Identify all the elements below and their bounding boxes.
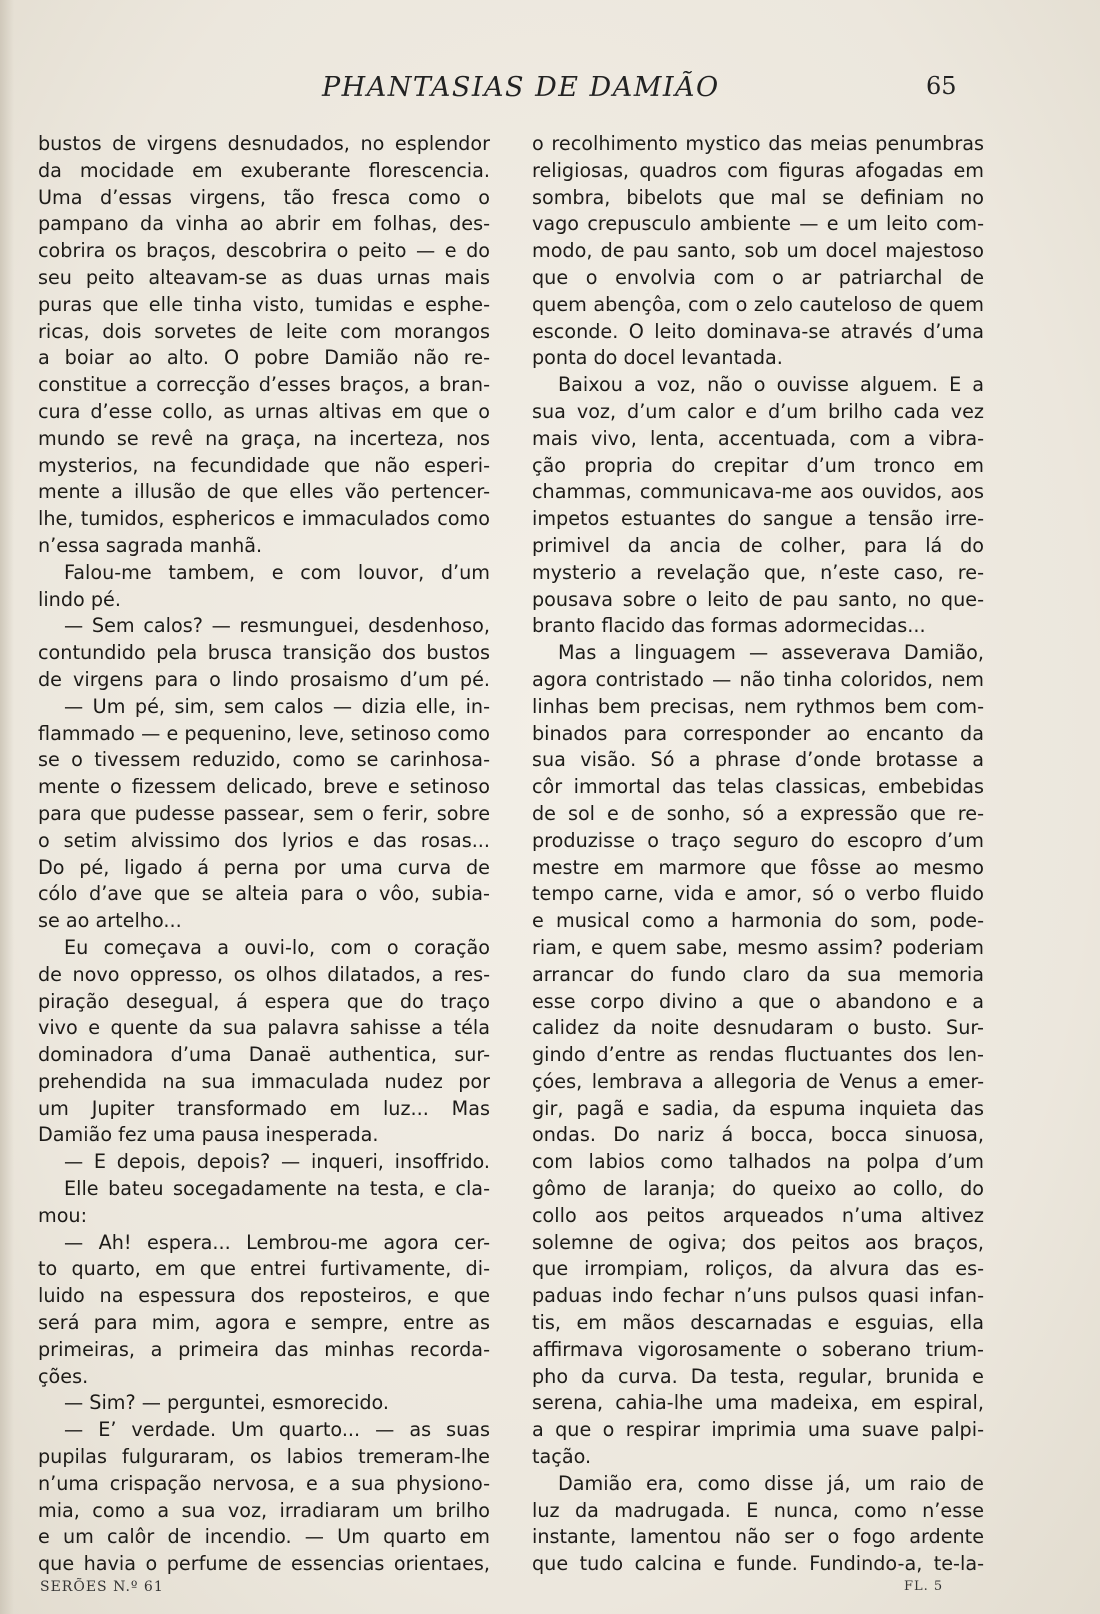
text-line: que tudo calcina e funde. Fundindo-a, te-la- — [532, 1552, 984, 1576]
text-line: lindo pé. — [38, 587, 121, 611]
text-line: Mas a linguagem — asseverava Damião, — [558, 641, 984, 665]
page-edge-shadow — [0, 0, 14, 1614]
text-line: luido na espessura dos reposteiros, e que — [38, 1284, 490, 1308]
text-line: mysterio a revelação que, n’este caso, re- — [532, 560, 984, 584]
text-line: — Um pé, sim, sem calos — dizia elle, in- — [64, 694, 490, 718]
text-line: pho da curva. Da testa, regular, brunida e — [532, 1364, 984, 1388]
text-line: mais vivo, lenta, accentuada, com a vibra- — [532, 426, 984, 450]
text-line: de virgens para o lindo prosaismo d’um pé. — [38, 667, 490, 691]
text-line: sua voz, d’um calor e d’um brilho cada vez — [532, 399, 984, 423]
text-line: Baixou a voz, não o ouvisse alguem. E a — [558, 373, 984, 397]
text-line: vivo e quente da sua palavra sahisse a téla — [38, 1016, 490, 1040]
text-line: a que o respirar imprimia uma suave palpi- — [532, 1418, 984, 1442]
text-line: se o tivessem reduzido, como se carinhosa- — [38, 748, 490, 772]
text-line: que havia o perfume de essencias orientaes, — [38, 1552, 490, 1576]
text-line: quem abençôa, com o zelo cauteloso de quem — [532, 292, 984, 316]
right-text-column — [532, 131, 984, 1578]
page-number: 65 — [926, 72, 957, 100]
text-line: dominadora d’uma Danaë authentica, sur- — [38, 1043, 490, 1067]
text-line: lhe, tumidos, esphericos e immaculados como — [38, 507, 490, 531]
text-line: se ao artelho... — [38, 909, 182, 933]
text-line: Elle bateu socegadamente na testa, e cla- — [64, 1177, 490, 1201]
text-line: côr immortal das telas classicas, embebidas — [532, 775, 984, 799]
text-line: de sol e de sonho, só a expressão que re- — [532, 801, 984, 825]
text-line: Damião fez uma pausa inesperada. — [38, 1123, 379, 1147]
left-text-column — [38, 131, 490, 1578]
text-line: — E depois, depois? — inqueri, insoffrido. — [64, 1150, 490, 1174]
text-line: tação. — [532, 1445, 592, 1469]
text-line: que o envolvia com o ar patriarchal de — [532, 265, 984, 289]
text-line: agora contristado — não tinha coloridos, nem — [532, 667, 984, 691]
text-line: mestre em marmore que fôsse ao mesmo — [532, 855, 984, 879]
text-line: mente a illusão de que elles vão pertencer- — [38, 480, 490, 504]
text-line: a boiar ao alto. O pobre Damião não re- — [38, 346, 490, 370]
text-line: pupilas fulguraram, os labios tremeram-lhe — [38, 1445, 490, 1469]
text-line: Uma d’essas virgens, tão fresca como o — [38, 185, 490, 209]
text-line: um Jupiter transformado em luz... Mas — [38, 1096, 490, 1120]
text-line: Falou-me tambem, e com louvor, d’um — [64, 560, 490, 584]
text-line: e um calôr de incendio. — Um quarto em — [38, 1525, 490, 1549]
text-line: bustos de virgens desnudados, no esplendor — [38, 132, 490, 155]
text-line: arrancar do fundo claro da sua memoria — [532, 962, 984, 986]
text-line: affirmava vigorosamente o soberano trium- — [532, 1337, 984, 1361]
text-line: luz da madrugada. E nunca, como n’esse — [532, 1498, 984, 1522]
text-line: branto flacido das formas adormecidas... — [532, 614, 926, 638]
text-line: gir, pagã e sadia, da espuma inquieta das — [532, 1096, 984, 1120]
text-line: esconde. O leito dominava-se através d’uma — [532, 319, 984, 343]
text-line: constitue a correcção d’esses braços, a bran- — [38, 373, 490, 397]
text-line: — E’ verdade. Um quarto... — as suas — [64, 1418, 490, 1442]
text-line: Eu começava a ouvi-lo, com o coração — [64, 935, 490, 959]
text-line: linhas bem precisas, nem rythmos bem com- — [532, 694, 984, 718]
text-line: e musical como a harmonia do som, pode- — [532, 909, 984, 933]
text-line: n’uma crispação nervosa, e a sua physiono- — [38, 1471, 490, 1495]
text-line: vago crepusculo ambiente — e um leito com- — [532, 212, 984, 236]
text-line: gindo d’entre as rendas fluctuantes dos len- — [532, 1043, 984, 1067]
text-line: serena, cahia-lhe uma madeixa, em espiral, — [532, 1391, 984, 1415]
text-line: religiosas, quadros com figuras afogadas em — [532, 158, 984, 182]
text-line: mysterios, na fecundidade que não esperi- — [38, 453, 490, 477]
text-line: que irrompiam, roliços, da alvura das es- — [532, 1257, 984, 1281]
text-line: o setim alvissimo dos lyrios e das rosas... — [38, 828, 490, 852]
text-line: ponta do docel levantada. — [532, 346, 783, 370]
text-line: cólo d’ave que se alteia para o vôo, subia- — [38, 882, 490, 906]
text-line: modo, de pau santo, sob um docel majestoso — [532, 239, 984, 263]
text-line: pampano da vinha ao abrir em folhas, des- — [38, 212, 490, 236]
text-line: sua visão. Só a phrase d’onde brotasse a — [532, 748, 984, 772]
text-line: pousava sobre o leito de pau santo, no que- — [532, 587, 984, 611]
text-line: produzisse o traço seguro do escopro d’um — [532, 828, 984, 852]
text-line: — Sim? — perguntei, esmorecido. — [64, 1391, 390, 1415]
text-line: mou: — [38, 1203, 88, 1227]
text-line: com labios como talhados na polpa d’um — [532, 1150, 984, 1174]
text-line: chammas, communicava-me aos ouvidos, aos — [532, 480, 984, 504]
text-line: primivel da ancia de colher, para lá do — [532, 533, 984, 557]
text-line: mia, como a sua voz, irradiaram um brilho — [38, 1498, 490, 1522]
text-line: ções. — [38, 1364, 89, 1388]
footer-issue-number: SERÕES N.º 61 — [40, 1579, 164, 1595]
text-line: contundido pela brusca transição dos bustos — [38, 641, 490, 665]
text-line: n’essa sagrada manhã. — [38, 533, 263, 557]
text-line: cobrira os braços, descobrira o peito — e do — [38, 239, 490, 263]
text-line: seu peito alteavam-se as duas urnas mais — [38, 265, 490, 289]
text-line: instante, lamentou não ser o fogo ardente — [532, 1525, 984, 1549]
text-line: Damião era, como disse já, um raio de — [558, 1471, 984, 1495]
text-line: binados para corresponder ao encanto da — [532, 721, 984, 745]
text-line: paduas indo fechar n’uns pulsos quasi infan- — [532, 1284, 984, 1308]
text-line: mundo se revê na graça, na incerteza, nos — [38, 426, 490, 450]
text-line: será para mim, agora e sempre, entre as — [38, 1311, 490, 1335]
text-line: flammado — e pequenino, leve, setinoso como — [38, 721, 490, 745]
text-line: esse corpo divino a que o abandono e a — [532, 989, 984, 1013]
text-line: o recolhimento mystico das meias penumbras — [532, 132, 984, 155]
text-line: para que pudesse passear, sem o ferir, sobre — [38, 801, 490, 825]
text-line: riam, e quem sabe, mesmo assim? poderiam — [532, 935, 984, 959]
text-line: to quarto, em que entrei furtivamente, di- — [38, 1257, 490, 1281]
text-line: ricas, dois sorvetes de leite com morangos — [38, 319, 490, 343]
text-line: — Sem calos? — resmunguei, desdenhoso, — [64, 614, 490, 638]
text-line: collo aos peitos arqueados n’uma altivez — [532, 1203, 984, 1227]
text-line: calidez da noite desnudaram o busto. Sur- — [532, 1016, 984, 1040]
running-title: PHANTASIAS DE DAMIÃO — [322, 72, 720, 103]
text-line: impetos estuantes do sangue a tensão irre- — [532, 507, 984, 531]
text-line: primeiras, a primeira das minhas recorda- — [38, 1337, 490, 1361]
text-line: puras que elle tinha visto, tumidas e esphe- — [38, 292, 490, 316]
text-line: piração desegual, á espera que do traço — [38, 989, 490, 1013]
text-line: gômo de laranja; do queixo ao collo, do — [532, 1177, 984, 1201]
text-line: ção propria do crepitar d’um tronco em — [532, 453, 984, 477]
text-line: prehendida na sua immaculada nudez por — [38, 1069, 490, 1093]
text-line: de novo oppresso, os olhos dilatados, a res- — [38, 962, 490, 986]
text-line: sombra, bibelots que mal se definiam no — [532, 185, 984, 209]
text-line: tempo carne, vida e amor, só o verbo fluido — [532, 882, 984, 906]
text-line: da mocidade em exuberante florescencia. — [38, 158, 490, 182]
text-line: cura d’esse collo, as urnas altivas em que o — [38, 399, 490, 423]
text-line: ondas. Do nariz á bocca, bocca sinuosa, — [532, 1123, 984, 1147]
text-line: çóes, lembrava a allegoria de Venus a emer- — [532, 1069, 984, 1093]
text-line: — Ah! espera... Lembrou-me agora cer- — [64, 1230, 490, 1254]
footer-sheet-number: FL. 5 — [904, 1579, 944, 1594]
text-line: tis, em mãos descarnadas e esguias, ella — [532, 1311, 984, 1335]
text-line: mente o fizessem delicado, breve e setinoso — [38, 775, 490, 799]
text-line: Do pé, ligado á perna por uma curva de — [38, 855, 490, 879]
text-line: solemne de ogiva; dos peitos aos braços, — [532, 1230, 984, 1254]
